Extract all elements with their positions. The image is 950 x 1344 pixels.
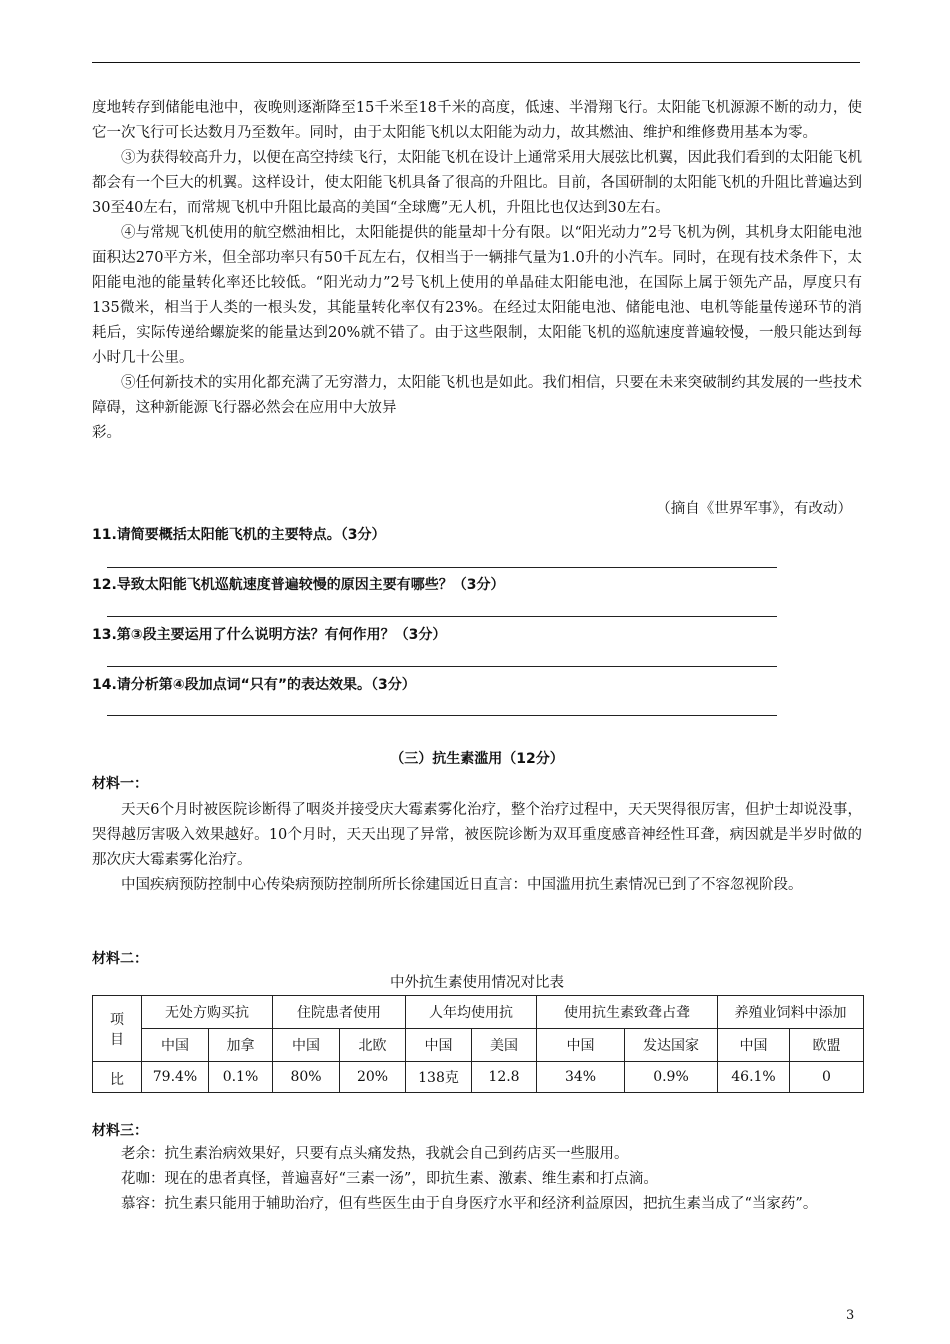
value-cell: 0.1% xyxy=(209,1062,273,1093)
group-header: 住院患者使用 xyxy=(273,996,406,1029)
subheader-cell: 中国 xyxy=(142,1029,209,1062)
subheader-cell: 欧盟 xyxy=(790,1029,864,1062)
table-subheader-row xyxy=(93,1029,864,1062)
material-1-paragraph: 天天6个月时被医院诊断得了咽炎并接受庆大霉素雾化治疗，整个治疗过程中，天天哭得很厉害，但护士却说没事，哭得越厉害吸入效果越好。10个月时，天天出现了异常，被医院诊断为双耳重度感音神经性耳聋，病因就是半岁时做的那次庆大霉素雾化治疗。 xyxy=(92,802,862,868)
material-1-label: 材料一： xyxy=(92,776,148,792)
group-header: 无处方购买抗 xyxy=(142,996,273,1029)
passage-paragraph-3: ③为获得较高升力，以便在高空持续飞行，太阳能飞机在设计上通常采用大展弦比机翼，因此我们看到的太阳能飞机都会有一个巨大的机翼。这样设计，使太阳能飞机具备了很高的升阻比。目前，各国研制的太阳能飞机的升阻比普遍达到30至40左右，而常规飞机中升阻比最高的美国“全球鹰”无人机，升阻比也仅达到30左右。 xyxy=(92,150,862,216)
comparison-table xyxy=(92,995,864,1093)
group-header: 养殖业饲料中添加 xyxy=(718,996,864,1029)
table-data-row xyxy=(93,1062,864,1093)
value-cell: 0 xyxy=(790,1062,864,1093)
subheader-cell: 中国 xyxy=(537,1029,625,1062)
value-cell: 12.8 xyxy=(472,1062,537,1093)
value-cell: 20% xyxy=(340,1062,406,1093)
passage-paragraph-2-cont: 度地转存到储能电池中，夜晚则逐渐降至15千米至18千米的高度，低速、半滑翔飞行。太阳能飞机源源不断的动力，使它一次飞行可长达数月乃至数年。同时，由于太阳能飞机以太阳能为动力，故其燃油、维护和维修费用基本为零。 xyxy=(92,100,862,141)
question-11: 11.请简要概括太阳能飞机的主要特点。（3分） xyxy=(92,527,386,543)
question-13: 13.第③段主要运用了什么说明方法？有何作用？（3分） xyxy=(92,627,447,643)
subheader-cell: 中国 xyxy=(406,1029,472,1062)
answer-line-12[interactable] xyxy=(107,616,777,617)
page-number: 3 xyxy=(846,1308,855,1323)
row-label: 比 xyxy=(110,1072,124,1088)
passage-paragraph-4: ④与常规飞机使用的航空燃油相比，太阳能提供的能量却十分有限。以“阳光动力”2号飞机为例，其机身太阳能电池面积达270平方米，但全部功率只有50千瓦左右，仅相当于一辆排气量为1.0升的小汽车。同时，在现有技术条件下，太阳能电池的能量转化率还比较低。“阳光动力”2号飞机上使用的单晶硅太阳能电池，在国际上属于领先产品，厚度只有135微米，相当于人类的一根头发，其能量转化率仅有23%。在经过太阳能电池、储能电池、电机等能量传递环节的消耗后，实际传递给螺旋桨的能量达到20%就不错了。由于这些限制，太阳能飞机的巡航速度普遍较慢，一般只能达到每小时几十公里。 xyxy=(92,225,862,366)
subheader-cell: 中国 xyxy=(273,1029,340,1062)
table-header-row xyxy=(93,996,864,1029)
passage-paragraph-5: ⑤任何新技术的实用化都充满了无穷潜力，太阳能飞机也是如此。我们相信，只要在未来突破制约其发展的一些技术障碍，这种新能源飞行器必然会在应用中大放异 xyxy=(92,375,862,416)
table-title: 中外抗生素使用情况对比表 xyxy=(390,975,564,991)
value-cell: 0.9% xyxy=(625,1062,718,1093)
material-3-label: 材料三： xyxy=(92,1123,148,1139)
value-cell: 138克 xyxy=(406,1062,472,1093)
passage-source: （摘自《世界军事》，有改动） xyxy=(656,501,852,517)
group-header: 人年均使用抗 xyxy=(406,996,537,1029)
row-header-top: 项 xyxy=(110,1011,124,1028)
material-2-label: 材料二： xyxy=(92,951,148,967)
section-title: （三）抗生素滥用（12分） xyxy=(390,751,564,767)
value-cell: 46.1% xyxy=(718,1062,790,1093)
subheader-cell: 美国 xyxy=(472,1029,537,1062)
value-cell: 79.4% xyxy=(142,1062,209,1093)
answer-line-13[interactable] xyxy=(107,666,777,667)
material-3-paragraph: 老余：抗生素治病效果好，只要有点头痛发热，我就会自己到药店买一些服用。 xyxy=(121,1146,629,1162)
passage-paragraph-5-end: 彩。 xyxy=(92,425,121,441)
row-label-cell xyxy=(93,1062,142,1093)
value-cell: 80% xyxy=(273,1062,340,1093)
value-cell: 34% xyxy=(537,1062,625,1093)
question-14: 14.请分析第④段加点词“只有”的表达效果。（3分） xyxy=(92,677,416,693)
subheader-cell: 发达国家 xyxy=(625,1029,718,1062)
header-rule xyxy=(92,62,860,63)
row-header-bottom: 目 xyxy=(110,1031,124,1048)
material-3-paragraph: 慕容：抗生素只能用于辅助治疗，但有些医生由于自身医疗水平和经济利益原因，把抗生素当成了“当家药”。 xyxy=(121,1196,818,1212)
reading-passage xyxy=(92,96,862,446)
question-12: 12.导致太阳能飞机巡航速度普遍较慢的原因主要有哪些？（3分） xyxy=(92,577,505,593)
material-3-paragraph: 花咖：现在的患者真怪，普遍喜好“三素一汤”，即抗生素、激素、维生素和打点滴。 xyxy=(121,1171,658,1187)
subheader-cell: 中国 xyxy=(718,1029,790,1062)
material-1-body xyxy=(92,798,862,898)
answer-line-14[interactable] xyxy=(107,715,777,716)
material-3-body xyxy=(92,1142,862,1217)
answer-line-11[interactable] xyxy=(107,567,777,568)
material-1-paragraph: 中国疾病预防控制中心传染病预防控制所所长徐建国近日直言：中国滥用抗生素情况已到了不容忽视阶段。 xyxy=(121,877,803,893)
group-header: 使用抗生素致聋占聋 xyxy=(537,996,718,1029)
subheader-cell: 加拿 xyxy=(209,1029,273,1062)
row-header-cell xyxy=(93,996,142,1062)
subheader-cell: 北欧 xyxy=(340,1029,406,1062)
